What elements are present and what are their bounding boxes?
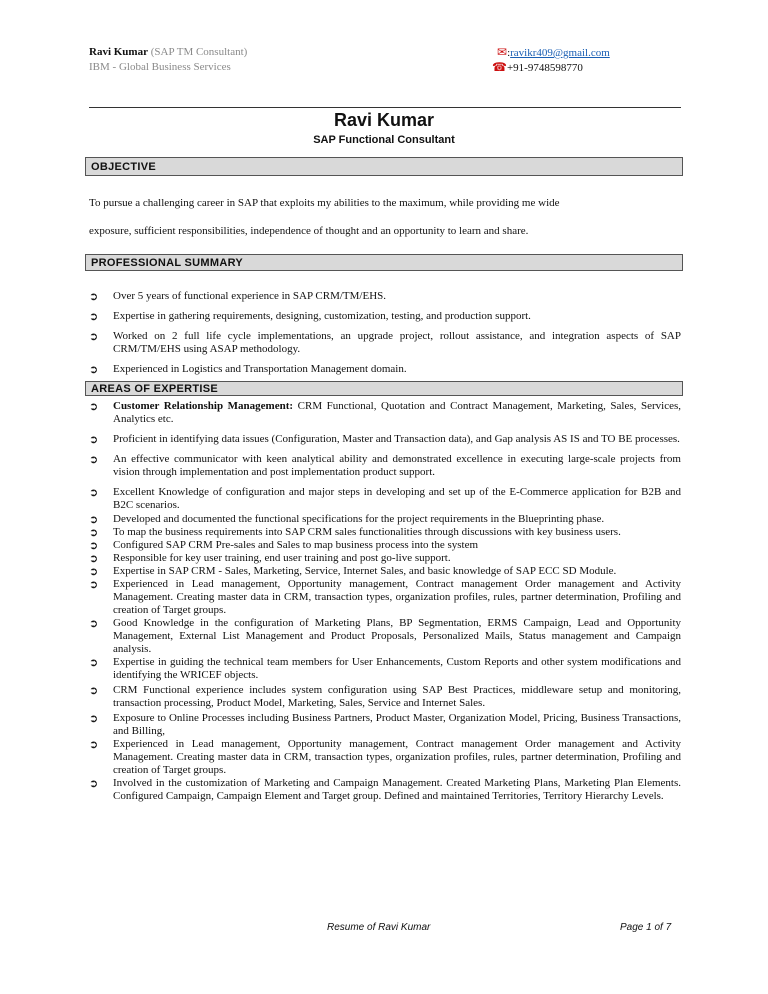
email-prefix: : (507, 47, 511, 59)
arrow-bullet-icon: ➲ (89, 565, 99, 578)
list-item: ➲ Involved in the customization of Marketing and Campaign Management. Created Marketing Plans, Marketing Plan Elements. Configured Campaign, Campaign Element and Target group. Defined and maintained Territories, Territory Hierarchy Levels. (89, 777, 681, 802)
section-heading-objective: OBJECTIVE (85, 157, 683, 176)
arrow-bullet-icon: ➲ (89, 539, 99, 552)
list-item: ➲ Experienced in Lead management, Opportunity management, Contract management Order management and Activity Management. Creating master data in CRM, transaction types, organization profiles, rules, partner determination, Profiling and creation of Target groups. (89, 578, 681, 616)
list-item: ➲ Experienced in Logistics and Transportation Management domain. (89, 363, 407, 376)
email-link[interactable]: ravikr409@gmail.com (510, 47, 610, 59)
envelope-icon: ✉ (497, 45, 508, 59)
list-item: ➲ To map the business requirements into SAP CRM sales functionalities through discussions with key business users. (89, 526, 621, 539)
list-item: ➲ Configured SAP CRM Pre-sales and Sales to map business process into the system (89, 539, 479, 552)
list-item: ➲ Experienced in Lead management, Opportunity management, Contract management Order management and Activity Management. Creating master data in CRM, transaction types, organization profiles, rules, partner determination, Profiling and creation of Target groups. (89, 738, 681, 776)
section-heading-summary: PROFESSIONAL SUMMARY (85, 254, 683, 271)
list-item: ➲ Developed and documented the functional specifications for the project requirements in the Blueprinting phase. (89, 513, 605, 526)
arrow-bullet-icon: ➲ (89, 453, 99, 466)
header-company: IBM - Global Business Services (89, 61, 231, 73)
arrow-bullet-icon: ➲ (89, 513, 99, 526)
expertise-list (89, 400, 681, 803)
header-divider (89, 107, 681, 108)
arrow-bullet-icon: ➲ (89, 400, 99, 413)
summary-list (89, 290, 681, 376)
list-item: ➲ An effective communicator with keen analytical ability and demonstrated excellence in executing large-scale projects from vision through implementation and post implementation product support. (89, 453, 681, 478)
arrow-bullet-icon: ➲ (89, 526, 99, 539)
arrow-bullet-icon: ➲ (89, 684, 99, 697)
list-item: ➲ CRM Functional experience includes system configuration using SAP Best Practices, middleware setup and monitoring, transaction processing, Product Model, Marketing, Sales, Service and Internet Sales. (89, 684, 681, 709)
objective-line-2: exposure, sufficient responsibilities, independence of thought and an opportunity to learn and share. (89, 225, 529, 237)
arrow-bullet-icon: ➲ (89, 363, 99, 376)
header-role: (SAP TM Consultant) (150, 46, 248, 58)
objective-line-1: To pursue a challenging career in SAP that exploits my abilities to the maximum, while providing me wide (89, 197, 560, 209)
list-item: ➲ Expertise in gathering requirements, designing, customization, testing, and production support. (89, 310, 531, 323)
arrow-bullet-icon: ➲ (89, 656, 99, 669)
header-phone-line (492, 60, 583, 75)
arrow-bullet-icon: ➲ (89, 578, 99, 591)
arrow-bullet-icon: ➲ (89, 777, 99, 790)
header-name-line (89, 45, 247, 59)
arrow-bullet-icon: ➲ (89, 712, 99, 725)
objective-text (89, 189, 681, 245)
arrow-bullet-icon: ➲ (89, 310, 99, 323)
list-item: ➲ Expertise in guiding the technical team members for User Enhancements, Custom Reports and other system modifications and identifying the WRICEF objects. (89, 656, 681, 681)
page-number: Page 1 of 7 (620, 922, 672, 933)
phone-number: +91-9748598770 (506, 62, 583, 74)
arrow-bullet-icon: ➲ (89, 433, 99, 446)
header-email-line (497, 45, 610, 60)
page-subtitle: SAP Functional Consultant (313, 134, 455, 146)
page-title: Ravi Kumar (333, 110, 435, 130)
footer-title: Resume of Ravi Kumar (327, 922, 431, 933)
list-item: ➲ Customer Relationship Management: CRM Functional, Quotation and Contract Management, Marketing, Sales, Services, Analytics etc. (89, 400, 681, 425)
section-heading-expertise: AREAS OF EXPERTISE (85, 381, 683, 396)
list-item: ➲ Over 5 years of functional experience in SAP CRM/TM/EHS. (89, 290, 387, 303)
arrow-bullet-icon: ➲ (89, 738, 99, 751)
list-item: ➲ Worked on 2 full life cycle implementations, an upgrade project, rollout assistance, and integration aspects of SAP CRM/TM/EHS using ASAP methodology. (89, 330, 681, 355)
list-item: ➲ Good Knowledge in the configuration of Marketing Plans, BP Segmentation, ERMS Campaign, Lead and Opportunity Management, External List Management and Product Proposals, Personalized Mails, Status management and Campaign analysis. (89, 617, 681, 655)
list-item: ➲ Proficient in identifying data issues (Configuration, Master and Transaction data), and Gap analysis AS IS and TO BE processes. (89, 433, 680, 446)
list-item: ➲ Exposure to Online Processes including Business Partners, Product Master, Organization Model, Pricing, Business Transactions, and Billing, (89, 712, 681, 737)
list-item: ➲ Excellent Knowledge of configuration and major steps in developing and set up of the E-Commerce application for B2B and B2C scenarios. (89, 486, 681, 511)
header-name: Ravi Kumar (89, 46, 148, 58)
arrow-bullet-icon: ➲ (89, 552, 99, 565)
list-item: ➲ Responsible for key user training, end user training and post go-live support. (89, 552, 451, 565)
telephone-icon: ☎ (492, 60, 507, 74)
arrow-bullet-icon: ➲ (89, 330, 99, 343)
arrow-bullet-icon: ➲ (89, 486, 99, 499)
arrow-bullet-icon: ➲ (89, 290, 99, 303)
arrow-bullet-icon: ➲ (89, 617, 99, 630)
list-item: ➲ Expertise in SAP CRM - Sales, Marketing, Service, Internet Sales, and basic knowledge of SAP ECC SD Module. (89, 565, 617, 578)
